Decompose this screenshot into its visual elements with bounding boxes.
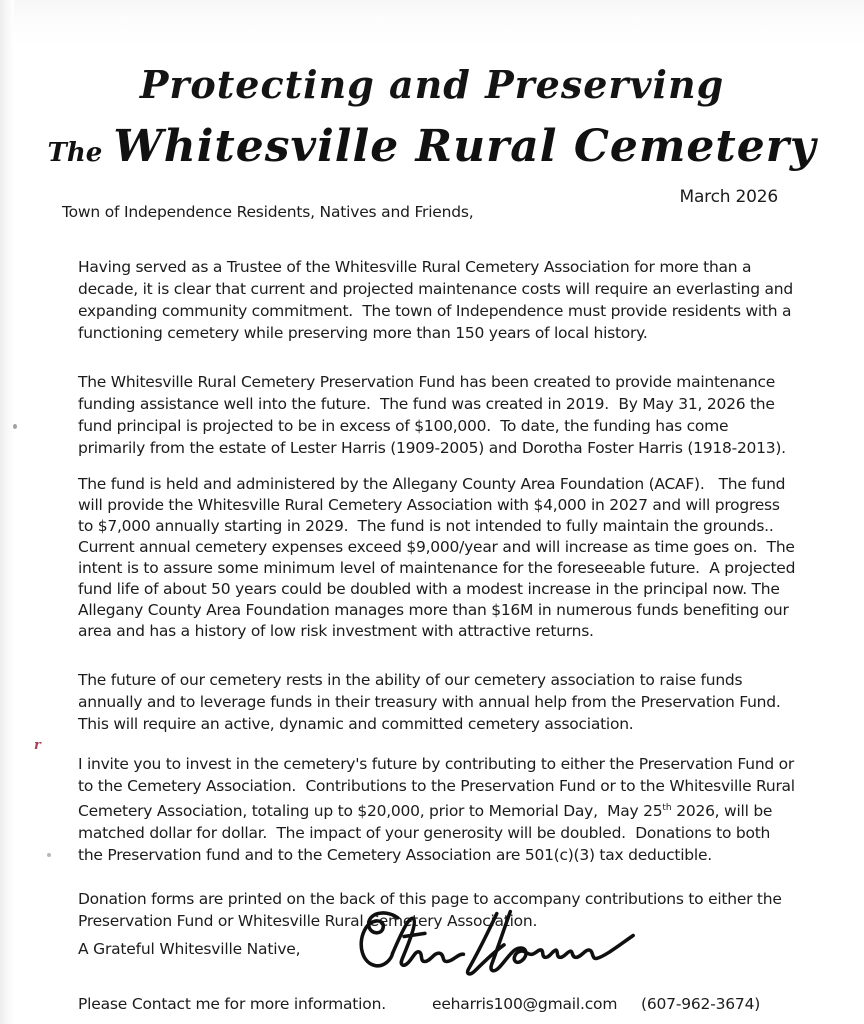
red-margin-mark: r: [34, 738, 41, 753]
letter-date: March 2026: [679, 187, 778, 207]
paragraph-trustee-intro: Having served as a Trustee of the Whitesville Rural Cemetery Association for more than a decade, it is clear that current and projected maintenance costs will require an everlasting and expanding community commitment. The town of Independence must provide residents with a functioning cemetery while preserving more than 150 years of local history.: [78, 257, 798, 342]
letter-title-line2: [0, 121, 864, 172]
scan-speck: [13, 424, 17, 429]
scan-speck: [47, 853, 51, 857]
salutation: Town of Independence Residents, Natives and Friends,: [62, 203, 474, 221]
letter-title-line1: Protecting and Preserving: [139, 62, 725, 107]
signature-stroke-E: [361, 913, 398, 966]
signature-stroke-arris: [511, 936, 633, 963]
paragraph-preservation-fund: The Whitesville Rural Cemetery Preservation Fund has been created to provide maintenance funding assistance well into the future. The fund was created in 2019. By May 31, 2026 the fund principal is projected to be in excess of $100,000. To date, the funding has come primarily from the estate of Lester Harris (1909-2005) and Dorotha Foster Harris (1918-2013).: [78, 372, 786, 457]
signature-stroke-t-cross: [404, 933, 425, 936]
contact-prompt: Please Contact me for more information.: [78, 995, 386, 1013]
paragraph-invitation-to-invest: [78, 753, 798, 866]
signature-stroke-lton: [393, 918, 464, 965]
date-ordinal-superscript: th: [662, 802, 672, 813]
letter-title-the: The: [47, 138, 103, 168]
signature-elton-harris: [352, 901, 654, 995]
contact-email: eeharris100@gmail.com: [432, 995, 618, 1013]
invitation-text-after-date: 2026, will be matched dollar for dollar. The impact of your generosity will be doubled. Donations to both the Preservation fund and to the Cemetery Association are 501(c)(3) tax deductible.: [78, 801, 777, 864]
letter-title-cemetery-name: Whitesville Rural Cemetery: [113, 121, 817, 172]
paragraph-cemetery-future: The future of our cemetery rests in the ability of our cemetery association to raise funds annually and to leverage funds in their treasury with annual help from the Preservation Fund. This will require an active, dynamic and committed cemetery association.: [78, 670, 790, 733]
closing-line: A Grateful Whitesville Native,: [78, 940, 301, 958]
scan-edge-shadow-top: [0, 0, 864, 46]
invitation-text-before-date: I invite you to invest in the cemetery's future by contributing to either the Preservation Fund or to the Cemetery Association. Contributions to the Preservation Fund or to the Whitesville Rural Cemetery Association, totaling up to $20,000, prior to Memorial Day, May 25: [78, 754, 800, 820]
contact-phone: (607-962-3674): [641, 995, 761, 1013]
paragraph-fund-administration: The fund is held and administered by the Allegany County Area Foundation (ACAF). The fund will provide the Whitesville Rural Cemetery Association with $4,000 in 2027 and will progress to $7,000 annually starting in 2029. The fund is not intended to fully maintain the grounds.. Current annual cemetery expenses exceed $9,000/year and will increase as time goes on. The intent is to assure some minimum level of maintenance for the foreseeable future. A projected fund life of about 50 years could be doubled with a modest increase in the principal now. The Allegany County Area Foundation manages more than $16M in numerous funds benefiting our area and has a history of low risk investment with attractive returns.: [78, 474, 800, 640]
paragraph-donation-forms: Donation forms are printed on the back of this page to accompany contributions to either the Preservation Fund or Whitesville Rural Cemetery Association.: [78, 889, 787, 930]
